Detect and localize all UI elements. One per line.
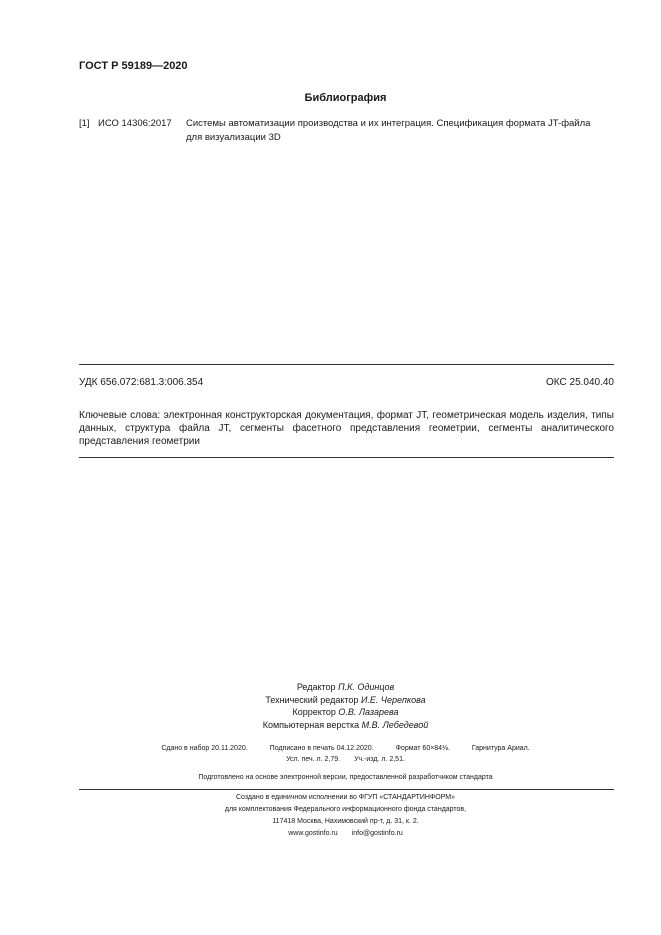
email-link[interactable]: info@gostinfo.ru (351, 830, 403, 837)
entry-code: ИСО 14306:2017 (98, 118, 172, 129)
org-line1: Создано в единичном исполнении во ФГУП «СТАНДАРТИНФОРМ» (235, 794, 456, 801)
udk-code: УДК 656.072:681.3:006.354 (79, 377, 204, 388)
entry-number: [1] (79, 118, 90, 129)
standard-number: ГОСТ Р 59189—2020 (79, 60, 188, 72)
bibliography-title: Библиография (304, 92, 387, 104)
website-link[interactable]: www.gostinfo.ru (288, 830, 338, 837)
divider-keywords (79, 457, 614, 458)
keywords: Ключевые слова: электронная конструкторская документация, формат JT, геометрическая модель изделия, типы данных, структура файла JT, сегменты фасетного представления геометрии, сегменты аналитического представления геометрии (79, 410, 614, 447)
credit-corrector: Корректор О.В. Лазарева (292, 707, 399, 717)
divider-top (79, 364, 614, 365)
org-line2: для комплектования Федерального информационного фонда стандартов, (224, 806, 467, 813)
entry-text-line1: Системы автоматизации производства и их интеграция. Спецификация формата JT-файла (186, 118, 591, 129)
publishing-line2: Усл. печ. л. 2,79. Уч.-изд. л. 2,51. (286, 756, 405, 763)
prepared-note: Подготовлено на основе электронной версии, предоставленной разработчиком стандарта (198, 774, 493, 781)
entry-text-line2: для визуализации 3D (186, 132, 281, 143)
credit-editor: Редактор П.К. Одинцов (296, 682, 395, 692)
org-address: 117418 Москва, Нахимовский пр-т, д. 31, к. 2. (272, 818, 419, 825)
credit-tech-editor: Технический редактор И.Е. Черепкова (265, 694, 426, 705)
divider-bottom (79, 789, 614, 790)
oks-code: ОКС 25.040.40 (546, 377, 614, 388)
credit-layout: Компьютерная верстка М.В. Лебедевой (262, 719, 429, 730)
org-contacts (0, 830, 661, 837)
publishing-line1: Сдано в набор 20.11.2020. Подписано в печать 04.12.2020. Формат 60×84⅛. Гарнитура Ариал. (161, 745, 530, 752)
credits-block (0, 681, 661, 731)
